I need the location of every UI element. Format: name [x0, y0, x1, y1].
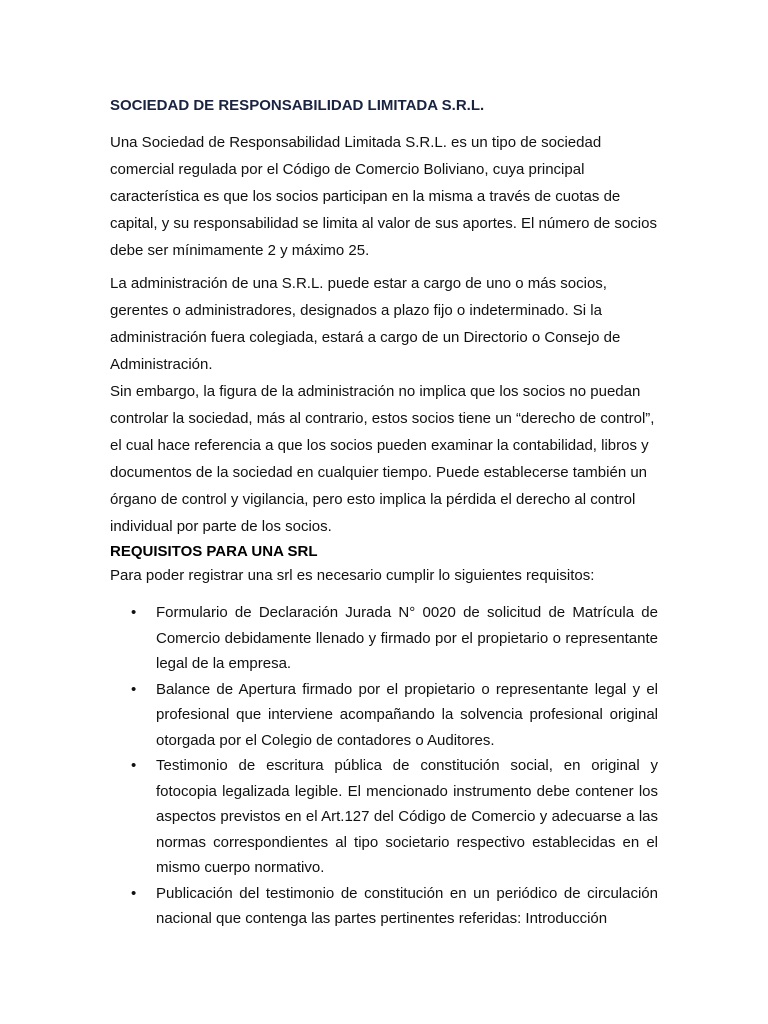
bullet-icon: •	[131, 757, 137, 774]
bullet-icon: •	[131, 884, 137, 902]
document-title: SOCIEDAD DE RESPONSABILIDAD LIMITADA S.R.L.	[110, 97, 485, 114]
list-item	[110, 600, 658, 677]
list-item-text: Testimonio de escritura pública de constitución social, en original y fotocopia legalizada legible. El mencionado instrumento debe contener los aspectos previstos en el Art.127 del Código de Comercio y adecuarse a las normas correspondientes al tipo societario respectivo establecidas en el mismo cuerpo normativo.	[156, 757, 658, 876]
list-item	[110, 753, 658, 881]
paragraph-definition: Una Sociedad de Responsabilidad Limitada S.R.L. es un tipo de sociedad comercial regulada por el Código de Comercio Boliviano, cuya principal característica es que los socios participan en la misma a través de cuotas de capital, y su responsabilidad se limita al valor de sus aportes. El número de socios debe ser mínimamente 2 y máximo 25.	[110, 134, 657, 259]
requirements-list	[110, 600, 658, 932]
document-page	[110, 95, 658, 932]
paragraph-control: Sin embargo, la figura de la administración no implica que los socios no puedan controlar la sociedad, más al contrario, estos socios tiene un “derecho de control”, el cual hace referencia a que los socios pueden examinar la contabilidad, libros y documentos de la sociedad en cualquier tiempo. Puede establecerse también un órgano de control y vigilancia, pero esto implica la pérdida el derecho al control individual por parte de los socios.	[110, 383, 655, 535]
list-item-text: Formulario de Declaración Jurada N° 0020 de solicitud de Matrícula de Comercio debidamente llenado y firmado por el propietario o representante legal de la empresa.	[156, 604, 658, 672]
bullet-icon: •	[131, 604, 137, 621]
paragraph-administration: La administración de una S.R.L. puede estar a cargo de uno o más socios, gerentes o administradores, designados a plazo fijo o indeterminado. Si la administración fuera colegiada, estará a cargo de un Directorio o Consejo de Administración.	[110, 275, 621, 373]
requirements-intro: Para poder registrar una srl es necesario cumplir lo siguientes requisitos:	[110, 567, 595, 584]
bullet-icon: •	[131, 680, 137, 698]
list-item	[110, 677, 658, 754]
list-item-text: Publicación del testimonio de constitución en un periódico de circulación nacional que contenga las partes pertinentes referidas: Introducción	[156, 884, 658, 927]
list-item-text: Balance de Apertura firmado por el propietario o representante legal y el profesional que interviene acompañando la solvencia profesional original otorgada por el Colegio de contadores o Auditores.	[156, 680, 658, 749]
list-item	[110, 881, 658, 932]
section-heading-requisitos: REQUISITOS PARA UNA SRL	[110, 543, 318, 560]
